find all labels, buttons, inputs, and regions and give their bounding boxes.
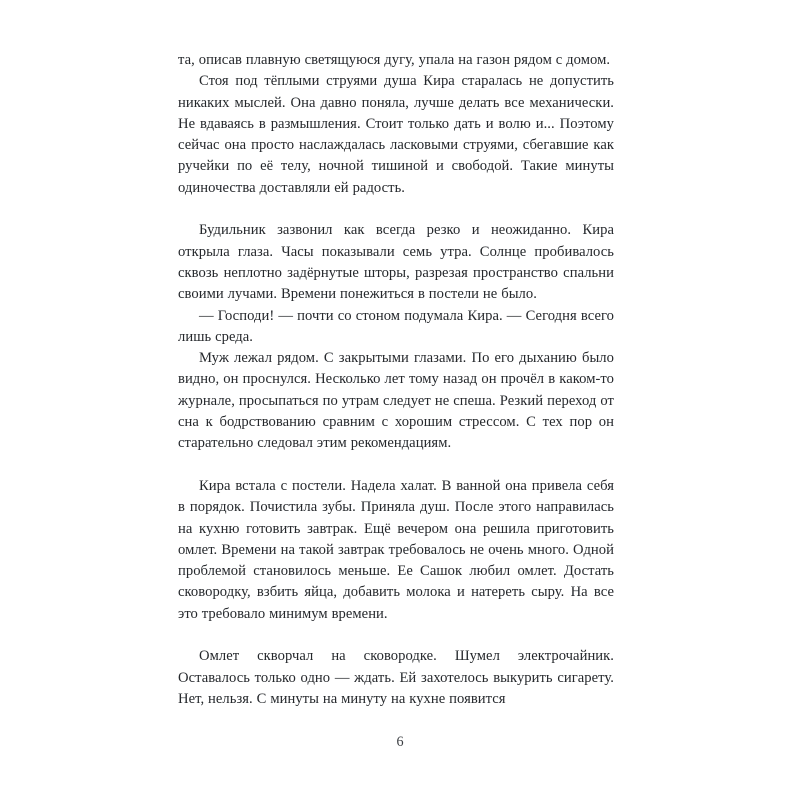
paragraph-continuation: та, описав плавную светящуюся дугу, упала на газон рядом с домом. — [178, 52, 611, 68]
paragraph: Будильник зазвонил как всегда резко и неожиданно. Кира открыла глаза. Часы показывали семь утра. Солнце пробивалось сквозь неплотно задёрнутые шторы, разрезая пространство спальни своими лучами. Времени понежиться в постели не было. — [178, 222, 614, 303]
page-number: 6 — [396, 734, 404, 750]
paragraph: Стоя под тёплыми струями душа Кира старалась не допустить никаких мыслей. Она давно поняла, лучше делать все механически. Не вдаваясь в размышления. Стоит только дать и волю и... Поэтому сейчас она просто наслаждалась ласковыми струями, сбегавшие как ручейки по её телу, ночной тишиной и свободой. Такие минуты одиночества доставляли ей радость. — [178, 73, 614, 196]
paragraph: Кира встала с постели. Надела халат. В ванной она привела себя в порядок. Почистила зубы. Приняла душ. После этого направилась на кухню готовить завтрак. Ещё вечером она решила приготовить омлет. Времени на такой завтрак требовалось не очень много. Одной проблемой становилось меньше. Ее Сашок любил омлет. Достать сковородку, взбить яйца, добавить молока и натереть сыру. На все это требовало минимум времени. — [178, 477, 614, 622]
body-text-column — [178, 50, 614, 710]
paragraph-dialogue: — Господи! — почти со стоном подумала Кира. — Сегодня всего лишь среда. — [178, 307, 614, 345]
paragraph: Муж лежал рядом. С закрытыми глазами. По его дыханию было видно, он проснулся. Несколько лет тому назад он прочёл в каком-то журнале, просыпаться по утрам следует не спеша. Резкий переход от сна к бодрствованию сравним с хорошим стрессом. С тех пор он старательно следовал этим рекомендациям. — [178, 350, 614, 452]
paragraph: Омлет скворчал на сковородке. Шумел электрочайник. Оставалось только одно — ждать. Ей захотелось выкурить сигарету. Нет, нельзя. С минуты на минуту на кухне появится — [178, 648, 614, 707]
